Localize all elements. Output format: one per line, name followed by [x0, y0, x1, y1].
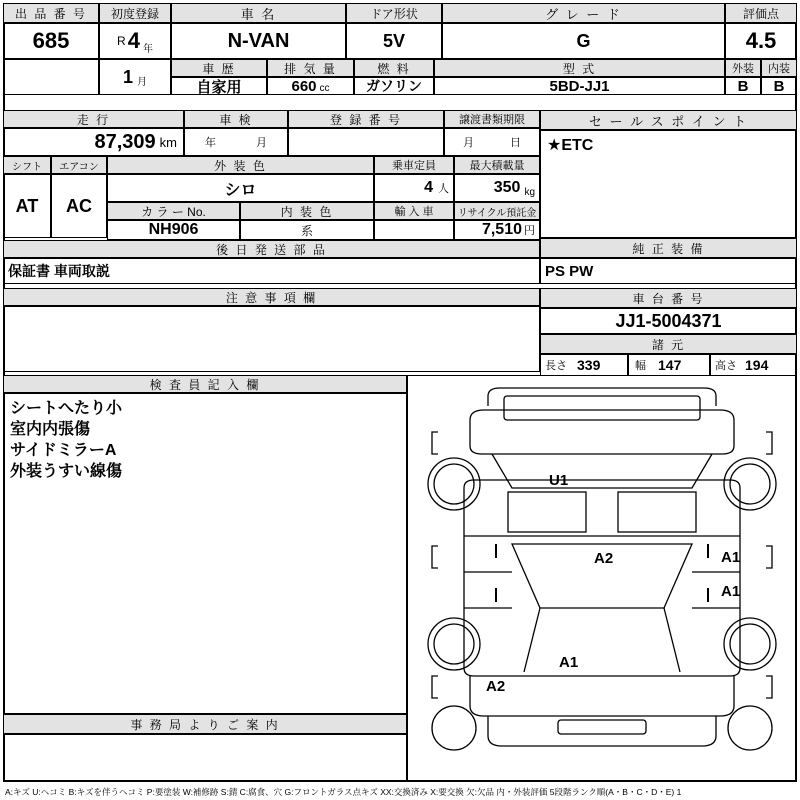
- max-load-value: 350: [493, 179, 521, 196]
- chassis-number-label: 車 台 番 号: [540, 288, 797, 308]
- legend-footnote: A:キズ U:ヘコミ B:キズを伴うヘコミ P:要塗装 W:補修跡 S:錆 C:腐食、穴 G:フロントガラス点キズ XX:交換済み X:要交換 欠:欠品 内・外装評価 5段階ランク順(A・B・C・D・E) 1: [5, 787, 682, 797]
- door-type-value: 5V: [346, 23, 442, 59]
- history-label: 車 歴: [171, 59, 267, 77]
- later-shipment-parts-label: 後 日 発 送 部 品: [3, 240, 540, 258]
- genuine-equipment-label: 純 正 装 備: [540, 238, 797, 258]
- displacement-unit: cc: [319, 83, 330, 94]
- interior-grade-label: 内装: [761, 59, 797, 77]
- registration-number-value: [288, 128, 444, 156]
- damage-mark: A2: [486, 678, 506, 695]
- registration-number-label: 登 録 番 号: [288, 110, 444, 128]
- max-load-value-cell: [454, 174, 540, 202]
- recycle-deposit-value-cell: [454, 220, 540, 240]
- transfer-doc-value: [444, 128, 540, 156]
- inspector-note-line: シートへたり小: [10, 400, 123, 417]
- score-value: 4.5: [725, 23, 797, 59]
- displacement-value: 660: [291, 77, 317, 95]
- shift-value: AT: [3, 174, 51, 238]
- length-label: 長さ: [545, 360, 567, 372]
- inspection-label: 車 検: [184, 110, 288, 128]
- model-code-label: 型 式: [434, 59, 725, 77]
- exterior-grade-value: B: [725, 77, 761, 95]
- mileage-unit: km: [159, 134, 177, 150]
- seats-value: 4: [424, 179, 433, 196]
- length-value: 339: [577, 357, 601, 373]
- damage-mark: A1: [721, 549, 741, 566]
- color-number-value: NH906: [107, 220, 240, 240]
- exterior-grade-label: 外装: [725, 59, 761, 77]
- import-value: [374, 220, 454, 240]
- damage-mark: A1: [559, 654, 579, 671]
- width-cell: [628, 354, 710, 376]
- import-label: 輸 入 車: [374, 202, 454, 220]
- inspection-month-unit: 月: [256, 137, 267, 149]
- recycle-deposit-unit: 円: [524, 225, 535, 237]
- lot-number-value: 685: [3, 23, 99, 59]
- max-load-label: 最大積載量: [454, 156, 540, 174]
- damage-mark: U1: [549, 472, 569, 489]
- fuel-value: ガソリン: [354, 77, 434, 95]
- model-code-value: 5BD-JJ1: [434, 77, 725, 95]
- interior-grade-value: B: [761, 77, 797, 95]
- vehicle-damage-diagram: [407, 375, 797, 782]
- grade-value: G: [442, 23, 725, 59]
- transfer-month-unit: 月: [463, 137, 474, 149]
- aircon-value: AC: [51, 174, 107, 238]
- inspector-note-line: 室内内張傷: [10, 421, 91, 439]
- mileage-value: 87,309: [94, 130, 156, 153]
- car-name-label: 車 名: [171, 3, 346, 23]
- inspection-year-unit: 年: [205, 137, 216, 149]
- exterior-color-label: 外 装 色: [107, 156, 374, 174]
- later-shipment-parts-value: 保証書 車両取説: [3, 258, 540, 284]
- sales-point-label: セ ー ル ス ポ イ ン ト: [540, 110, 797, 130]
- damage-mark: A2: [594, 550, 614, 567]
- first-registration-label: 初度登録: [99, 3, 171, 23]
- notes-area: [3, 306, 540, 372]
- mileage-value-cell: [3, 128, 184, 156]
- exterior-color-value: シロ: [107, 174, 374, 202]
- office-notice-area: [3, 734, 407, 782]
- first-registration-month: [99, 59, 171, 95]
- height-label: 高さ: [715, 360, 737, 372]
- interior-color-value: 系: [240, 220, 374, 240]
- displacement-label: 排 気 量: [267, 59, 354, 77]
- mileage-label: 走 行: [3, 110, 184, 128]
- score-label: 評価点: [725, 3, 797, 23]
- car-name-value: N-VAN: [171, 23, 346, 59]
- height-value: 194: [745, 357, 769, 373]
- grade-label: グ レ ー ド: [442, 3, 725, 23]
- inspector-notes-area: [3, 393, 407, 714]
- max-load-unit: kg: [524, 187, 535, 198]
- door-type-label: ドア形状: [346, 3, 442, 23]
- sales-point-area: [540, 130, 797, 238]
- genuine-equipment-value: PS PW: [540, 258, 797, 284]
- transfer-doc-label: 譲渡書類期限: [444, 110, 540, 128]
- history-value: 自家用: [171, 77, 267, 95]
- year-unit: 年: [142, 44, 153, 55]
- transfer-day-unit: 日: [510, 137, 521, 149]
- height-cell: [710, 354, 797, 376]
- inspector-note-line: サイドミラーA: [10, 442, 117, 460]
- inspection-value-cell: [184, 128, 288, 156]
- width-label: 幅: [635, 360, 646, 372]
- recycle-deposit-label: リサイクル預託金: [454, 202, 540, 220]
- notes-label: 注 意 事 項 欄: [3, 288, 540, 306]
- length-cell: [540, 354, 628, 376]
- aircon-label: エアコン: [51, 156, 107, 174]
- first-reg-year-value: 4: [127, 28, 140, 53]
- interior-color-label: 内 装 色: [240, 202, 374, 220]
- first-reg-month-value: 1: [122, 66, 133, 87]
- first-registration-value: [99, 23, 171, 59]
- inspector-notes-label: 検 査 員 記 入 欄: [3, 375, 407, 393]
- seats-label: 乗車定員: [374, 156, 454, 174]
- inspector-note-line: 外装うすい線傷: [10, 463, 123, 481]
- fuel-label: 燃 料: [354, 59, 434, 77]
- dimensions-label: 諸 元: [540, 334, 797, 354]
- chassis-number-value: JJ1-5004371: [540, 308, 797, 334]
- office-notice-label: 事 務 局 よ り ご 案 内: [3, 714, 407, 734]
- month-unit: 月: [137, 77, 147, 88]
- color-number-label: カ ラ ー No.: [107, 202, 240, 220]
- width-value: 147: [658, 357, 682, 373]
- displacement-value-cell: [267, 77, 354, 95]
- shift-label: シフト: [3, 156, 51, 174]
- era-label: R: [117, 34, 126, 48]
- damage-mark: A1: [721, 583, 741, 600]
- seats-value-cell: [374, 174, 454, 202]
- lot-number-label: 出 品 番 号: [3, 3, 99, 23]
- recycle-deposit-value: 7,510: [481, 221, 522, 238]
- sales-point-value: ★ETC: [547, 137, 594, 154]
- lot-number-spare: [3, 59, 99, 95]
- seats-unit: 人: [438, 183, 449, 195]
